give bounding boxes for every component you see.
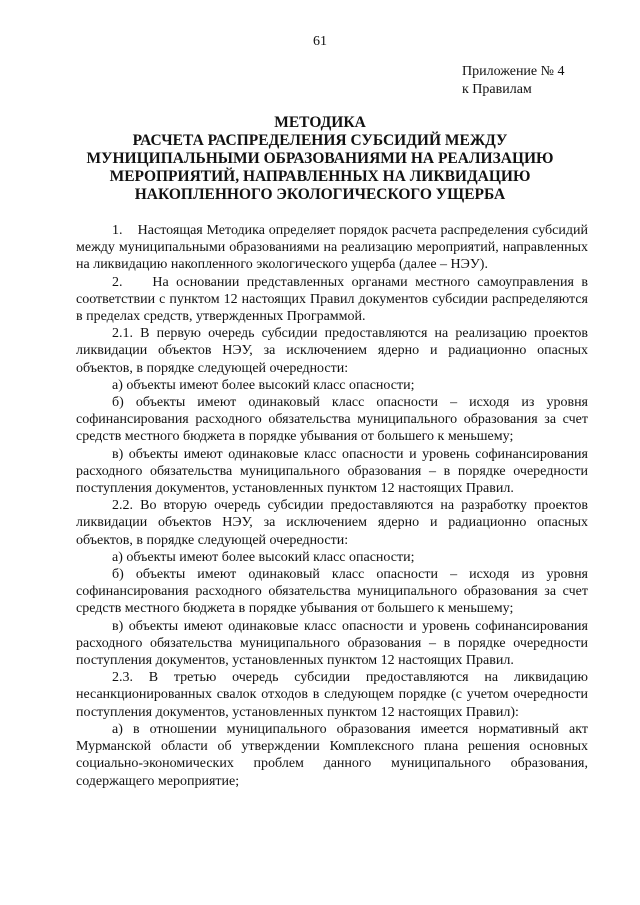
title-line: НАКОПЛЕННОГО ЭКОЛОГИЧЕСКОГО УЩЕРБА — [134, 186, 506, 203]
paragraph-2: 2. На основании представленных органами местного самоуправления в соответствии с пунктом 12 настоящих Правил документов субсидии распределяются в пределах средств, утвержденных Программой. — [76, 274, 588, 325]
list-item-c: в) объекты имеют одинаковые класс опасности и уровень софинансирования расходного обязательства муниципального образования – в порядке очередности поступления документов, установленных пунктом 12 настоящих Правил. — [76, 446, 588, 497]
appendix-number: Приложение № 4 — [462, 64, 565, 79]
list-item-a: а) объекты имеют более высокий класс опасности; — [112, 377, 415, 393]
paragraph-2-3: 2.3. В третью очередь субсидии предоставляются на ликвидацию несанкционированных свалок отходов в следующем порядке (с учетом очередности поступления документов, установленных пунктом 12 настоящих Правил): — [76, 670, 588, 720]
page-number: 61 — [313, 34, 327, 49]
list-item-b: б) объекты имеют одинаковый класс опасности – исходя из уровня софинансирования расходного обязательства муниципального образования за счет средств местного бюджета в порядке убывания от большего к меньшему; — [76, 567, 588, 617]
title-line: МЕТОДИКА — [274, 114, 366, 131]
paragraph-2-2: 2.2. Во вторую очередь субсидии предоставляются на разработку проектов ликвидации объектов НЭУ, за исключением ядерно и радиационно опасных объектов, в порядке следующей очередности: — [76, 498, 588, 548]
list-item-a: а) объекты имеют более высокий класс опасности; — [112, 549, 415, 565]
document-body — [76, 222, 588, 790]
list-item-c: в) объекты имеют одинаковые класс опасности и уровень софинансирования расходного обязательства муниципального образования – в порядке очередности поступления документов, установленных пунктом 12 настоящих Правил. — [76, 618, 588, 669]
title-line: МЕРОПРИЯТИЙ, НАПРАВЛЕННЫХ НА ЛИКВИДАЦИЮ — [109, 168, 531, 185]
title-line: РАСЧЕТА РАСПРЕДЕЛЕНИЯ СУБСИДИЙ МЕЖДУ — [132, 132, 508, 149]
appendix-target: к Правилам — [462, 82, 532, 97]
list-item-b: б) объекты имеют одинаковый класс опасности – исходя из уровня софинансирования расходного обязательства муниципального образования за счет средств местного бюджета в порядке убывания от большего к меньшему; — [76, 395, 588, 445]
paragraph-1: 1. Настоящая Методика определяет порядок расчета распределения субсидий между муниципальными образованиями на реализацию мероприятий, направленных на ликвидацию накопленного экологического ущерба (далее – НЭУ). — [76, 223, 588, 273]
list-item-a: а) в отношении муниципального образования имеется нормативный акт Мурманской области об утверждении Комплексного плана решения основных социально-экономических проблем данного муниципального образования, содержащего мероприятие; — [76, 721, 588, 789]
document-title — [40, 114, 600, 204]
title-line: МУНИЦИПАЛЬНЫМИ ОБРАЗОВАНИЯМИ НА РЕАЛИЗАЦИЮ — [86, 150, 554, 167]
appendix-reference — [462, 63, 565, 99]
paragraph-2-1: 2.1. В первую очередь субсидии предоставляются на реализацию проектов ликвидации объектов НЭУ, за исключением ядерно и радиационно опасных объектов, в порядке следующей очередности: — [76, 326, 588, 376]
